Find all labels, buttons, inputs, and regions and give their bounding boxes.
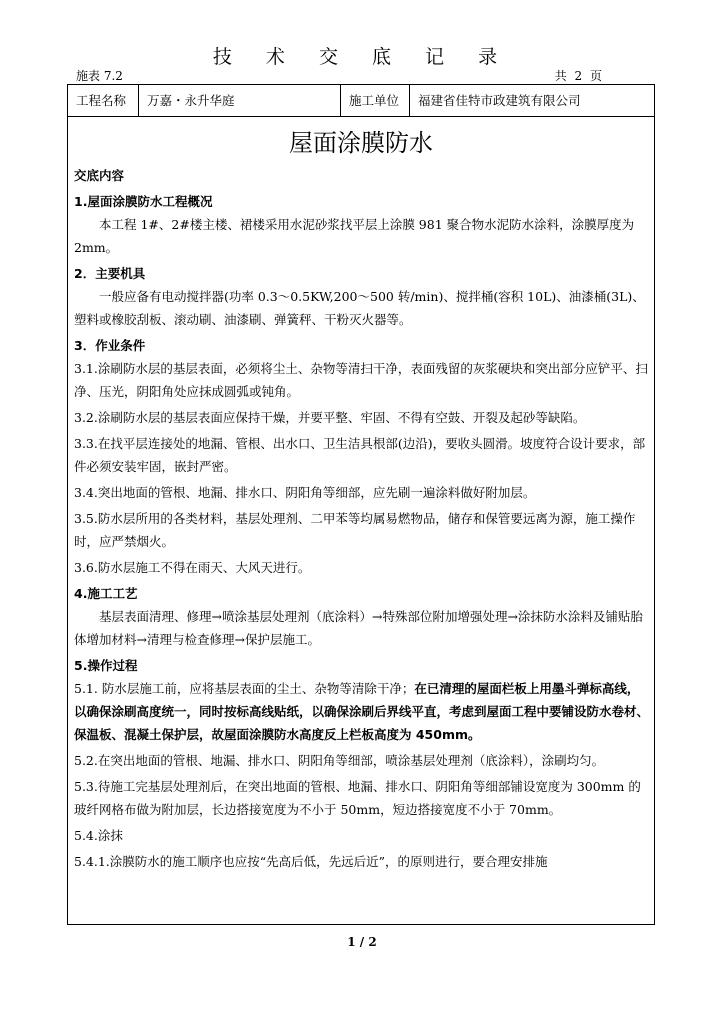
form-number: 施表 7.2 bbox=[76, 69, 123, 83]
section-5-heading: 5.操作过程 bbox=[74, 658, 138, 673]
section-3-item: 3.3.在找平层连接处的地漏、管根、出水口、卫生洁具根部(边沿)，要收头圆滑。坡度符合设计要求，部件必须安装牢固，嵌封严密。 bbox=[74, 436, 646, 474]
page-count: 共 2 页 bbox=[554, 69, 604, 83]
construction-unit-label: 施工单位 bbox=[341, 85, 410, 116]
section-3-item: 3.1.涂刷防水层的基层表面，必须将尘土、杂物等清扫干净，表面残留的灰浆硬块和突出部分应铲平、扫净、压光，阴阳角处应抹成圆弧或钝角。 bbox=[74, 361, 648, 399]
record-frame bbox=[67, 84, 655, 925]
document-title: 技 术 交 底 记 录 bbox=[212, 46, 512, 68]
section-5-1-text bbox=[74, 677, 650, 746]
section-3-heading: 3．作业条件 bbox=[74, 338, 146, 353]
project-name-label: 工程名称 bbox=[68, 85, 139, 116]
section-5-1-plain: 5.1. 防水层施工前，应将基层表面的尘土、杂物等清除干净； bbox=[74, 681, 415, 696]
section-5-4-text: 5.4.涂抹 bbox=[74, 828, 123, 843]
section-1-text: 本工程 1#、2#楼主楼、裙楼采用水泥砂浆找平层上涂膜 981 聚合物水泥防水涂料，涂膜厚度为 2mm。 bbox=[74, 217, 635, 255]
project-info-row bbox=[68, 85, 654, 117]
section-2-heading: 2．主要机具 bbox=[74, 266, 146, 281]
construction-unit-value: 福建省佳特市政建筑有限公司 bbox=[418, 93, 581, 108]
section-5-2-text: 5.2.在突出地面的管根、地漏、排水口、阴阳角等细部，喷涂基层处理剂（底涂料），涂刷均匀。 bbox=[74, 753, 605, 768]
project-name-value: 万嘉・永升华庭 bbox=[139, 85, 341, 116]
section-3-item: 3.5.防水层所用的各类材料，基层处理剂、二甲苯等均属易燃物品，储存和保管要远离为源，施工操作时，应严禁烟火。 bbox=[74, 511, 636, 549]
section-4-text: 基层表面清理、修理→喷涂基层处理剂（底涂料）→特殊部位附加增强处理→涂抹防水涂料及铺贴胎体增加材料→清理与检查修理→保护层施工。 bbox=[74, 609, 643, 647]
section-1-heading: 1.屋面涂膜防水工程概况 bbox=[74, 194, 213, 209]
section-3-item: 3.6.防水层施工不得在雨天、大风天进行。 bbox=[74, 560, 311, 575]
section-4-heading: 4.施工工艺 bbox=[74, 586, 138, 601]
section-5-4-1-text: 5.4.1.涂膜防水的施工顺序也应按“先高后低，先远后近”，的原则进行，要合理安排施 bbox=[74, 854, 548, 869]
section-2-text: 一般应备有电动搅拌器(功率 0.3～0.5KW,200～500 转/min)、搅拌桶(容积 10L)、油漆桶(3L)、塑料或橡胶刮板、滚动刷、油漆刷、弹簧秤、干粉灭火器等。 bbox=[74, 289, 645, 327]
section-5-3-text: 5.3.待施工完基层处理剂后，在突出地面的管根、地漏、排水口、阴阳角等细部铺设宽度为 300mm 的玻纤网格布做为附加层，长边搭接宽度为不小于 50mm，短边搭接宽度不小于 70mm。 bbox=[74, 779, 641, 817]
section-5-1-emphasis: 在已清理的屋面栏板上用墨斗弹标高线，以确保涂刷高度统一，同时按标高线贴纸，以确保涂刷后界线平直，考虑到屋面工程中要铺设防水卷材、保温板、混凝土保护层，故屋面涂膜防水高度反上栏板高度为 450mm。 bbox=[74, 681, 650, 742]
section-3-item: 3.4.突出地面的管根、地漏、排水口、阴阳角等细部，应先刷一遍涂料做好附加层。 bbox=[74, 485, 536, 500]
disclosure-content bbox=[74, 161, 650, 873]
section-3-item: 3.2.涂刷防水层的基层表面应保持干燥，并要平整、牢固、不得有空鼓、开裂及起砂等缺陷。 bbox=[74, 410, 586, 425]
content-intro-heading: 交底内容 bbox=[74, 168, 125, 183]
page-indicator: 1 / 2 bbox=[347, 935, 377, 949]
section-title: 屋面涂膜防水 bbox=[289, 129, 433, 157]
